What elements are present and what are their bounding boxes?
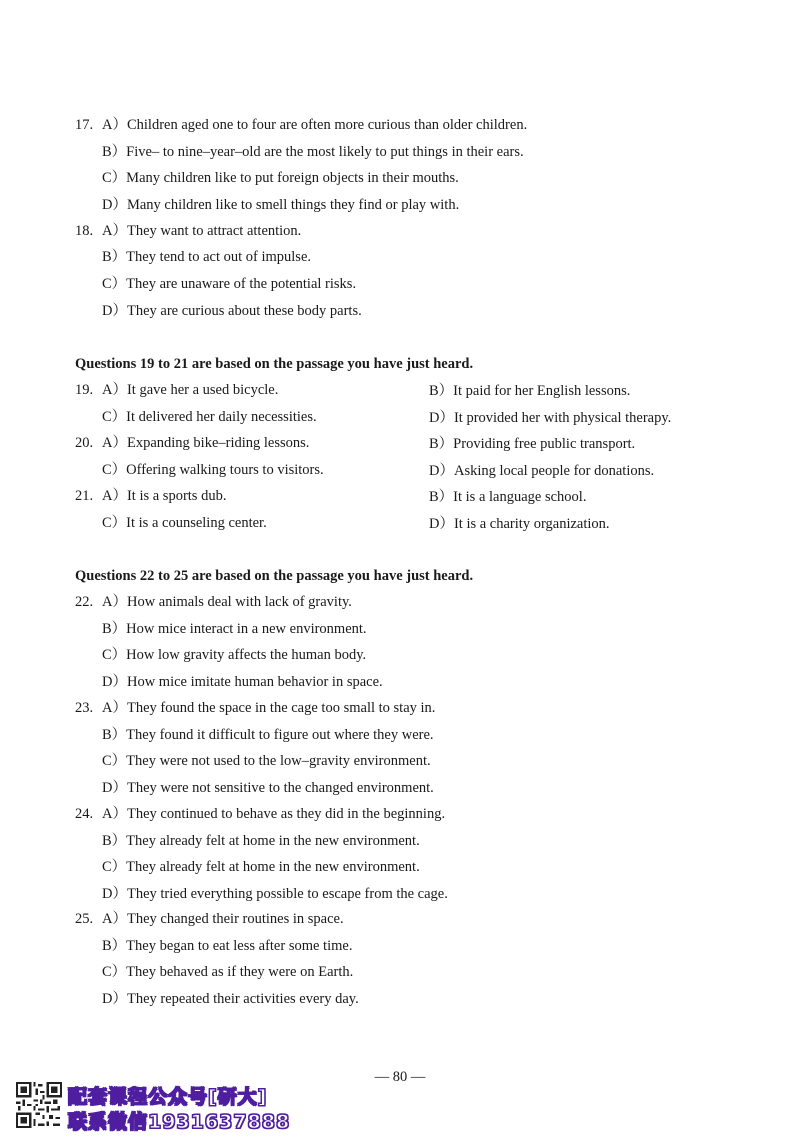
option-d: D）It is a charity organization. <box>429 516 610 532</box>
option-a: A）They continued to behave as they did in the beginning. <box>102 806 446 822</box>
option-a: A）Children aged one to four are often more curious than older children. <box>102 117 528 133</box>
question-number: 17. <box>75 117 94 133</box>
option-a: A）Expanding bike–riding lessons. <box>102 435 310 451</box>
option-b: B）They tend to act out of impulse. <box>102 249 312 265</box>
question-number: 20. <box>75 435 94 451</box>
option-c: C）Offering walking tours to visitors. <box>102 462 324 478</box>
option-d: D）How mice imitate human behavior in space. <box>102 674 383 690</box>
option-c: C）They were not used to the low–gravity environment. <box>102 753 431 769</box>
option-a: A）It gave her a used bicycle. <box>102 382 279 398</box>
question-number: 25. <box>75 911 94 927</box>
option-b: B）Providing free public transport. <box>429 436 636 452</box>
option-d: D）They repeated their activities every day. <box>102 991 359 1007</box>
option-b: B）They already felt at home in the new environment. <box>102 833 420 849</box>
option-d: D）Asking local people for donations. <box>429 463 655 479</box>
option-a: A）They found the space in the cage too small to stay in. <box>102 700 436 716</box>
option-c: C）They already felt at home in the new environment. <box>102 859 420 875</box>
option-b: B）How mice interact in a new environment. <box>102 621 367 637</box>
option-b: B）They began to eat less after some time. <box>102 938 353 954</box>
option-a: A）They changed their routines in space. <box>102 911 344 927</box>
option-c: C）It delivered her daily necessities. <box>102 409 317 425</box>
question-number: 18. <box>75 223 94 239</box>
option-a: A）How animals deal with lack of gravity. <box>102 594 352 610</box>
option-c: C）They are unaware of the potential risks. <box>102 276 357 292</box>
option-a: A）It is a sports dub. <box>102 488 227 504</box>
option-a: A）They want to attract attention. <box>102 223 302 239</box>
option-b: B）It paid for her English lessons. <box>429 383 631 399</box>
option-d: D）They were not sensitive to the changed environment. <box>102 780 434 796</box>
option-d: D）It provided her with physical therapy. <box>429 410 672 426</box>
section-heading: Questions 19 to 21 are based on the passage you have just heard. <box>75 356 474 372</box>
option-d: D）They tried everything possible to escape from the cage. <box>102 886 448 902</box>
option-c: C）Many children like to put foreign objects in their mouths. <box>102 170 459 186</box>
option-c: C）How low gravity affects the human body. <box>102 647 367 663</box>
question-number: 22. <box>75 594 94 610</box>
option-c: C）It is a counseling center. <box>102 515 267 531</box>
question-number: 23. <box>75 700 94 716</box>
option-d: D）Many children like to smell things they find or play with. <box>102 197 460 213</box>
option-d: D）They are curious about these body parts. <box>102 303 362 319</box>
watermark <box>16 1082 316 1132</box>
question-number: 24. <box>75 806 94 822</box>
section-heading: Questions 22 to 25 are based on the passage you have just heard. <box>75 568 474 584</box>
question-number: 21. <box>75 488 94 504</box>
question-number: 19. <box>75 382 94 398</box>
option-c: C）They behaved as if they were on Earth. <box>102 964 354 980</box>
page-number: — 80 — <box>374 1069 426 1085</box>
watermark-line-1: 配套课程公众号[研大] <box>68 1086 268 1108</box>
qr-code-icon <box>16 1082 62 1128</box>
option-b: B）It is a language school. <box>429 489 587 505</box>
option-b: B）Five– to nine–year–old are the most likely to put things in their ears. <box>102 144 524 160</box>
watermark-line-2: 联系微信1931637888 <box>68 1111 291 1133</box>
option-b: B）They found it difficult to figure out where they were. <box>102 727 434 743</box>
